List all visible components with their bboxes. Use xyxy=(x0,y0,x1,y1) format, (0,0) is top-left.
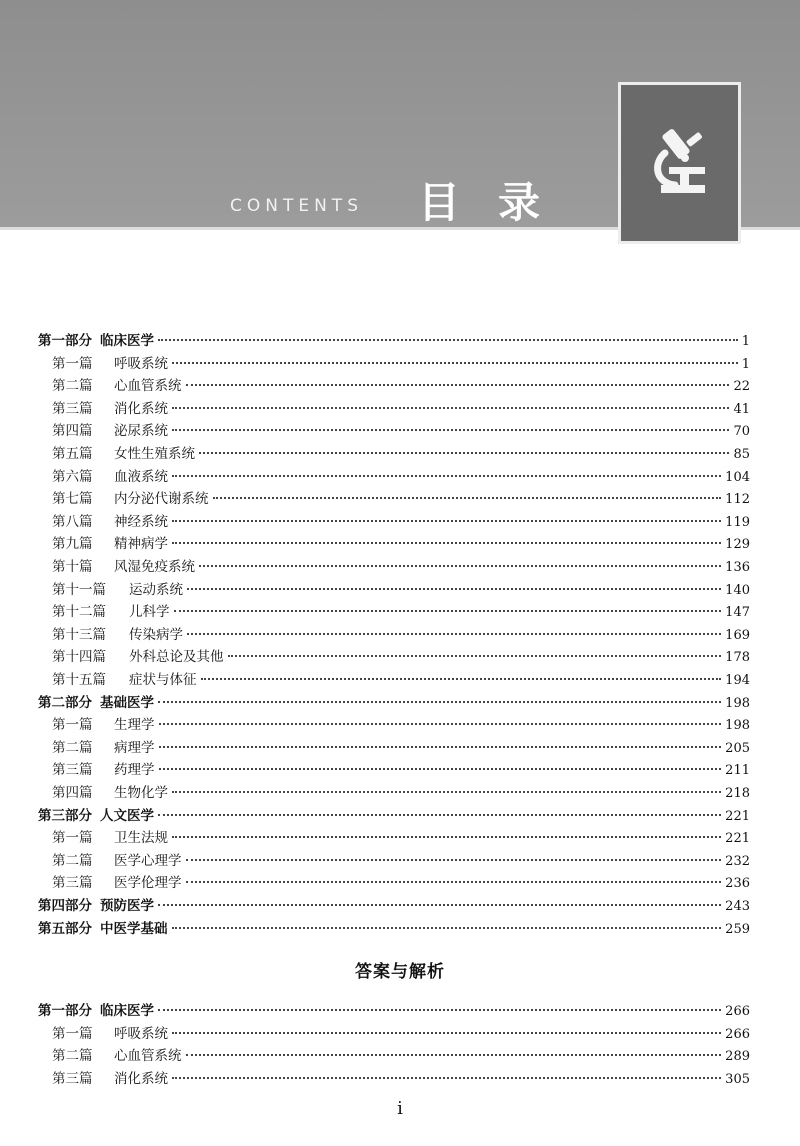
toc-entry-title: 消化系统 xyxy=(114,400,168,417)
toc-entry-number: 第二篇 xyxy=(52,852,93,869)
toc-entry-title: 基础医学 xyxy=(100,694,154,711)
toc-entry-number: 第三部分 xyxy=(38,807,92,824)
toc-entry-page: 136 xyxy=(725,560,750,575)
toc-entry-number: 第七篇 xyxy=(52,491,93,508)
dot-leader xyxy=(228,655,722,657)
toc-entry-number: 第三篇 xyxy=(52,762,93,779)
toc-entry-title: 症状与体征 xyxy=(129,672,197,688)
toc-entry-page: 169 xyxy=(725,627,750,643)
toc-entry-label xyxy=(52,669,197,691)
toc-entry-number: 第一部分 xyxy=(38,1003,92,1019)
toc-entry-label xyxy=(38,895,154,917)
toc-chapter-entry[interactable] xyxy=(52,556,750,578)
toc-part-entry[interactable] xyxy=(38,692,750,714)
toc-chapter-entry[interactable] xyxy=(52,533,750,555)
toc-entry-label xyxy=(38,805,154,827)
dot-leader xyxy=(172,542,721,544)
dot-leader xyxy=(172,791,721,793)
toc-entry-title: 泌尿系统 xyxy=(114,423,168,440)
toc-chapter-entry[interactable] xyxy=(52,782,750,804)
toc-part-entry[interactable] xyxy=(38,1000,750,1022)
toc-entry-page: 194 xyxy=(725,673,750,688)
toc-entry-label xyxy=(52,353,168,375)
toc-entry-page: 85 xyxy=(733,447,750,462)
toc-entry-number: 第四篇 xyxy=(52,785,93,801)
toc-chapter-entry[interactable] xyxy=(52,488,750,510)
toc-entry-page: 205 xyxy=(725,740,750,756)
dot-leader xyxy=(172,836,721,838)
toc-entry-label xyxy=(52,737,155,759)
toc-chapter-entry[interactable] xyxy=(52,1023,750,1045)
dot-leader xyxy=(187,633,721,635)
dot-leader xyxy=(159,768,722,770)
toc-entry-page: 1 xyxy=(741,356,750,372)
toc-entry-title: 内分泌代谢系统 xyxy=(114,491,209,508)
toc-entry-title: 神经系统 xyxy=(114,513,168,530)
toc-entry-title: 心血管系统 xyxy=(114,378,182,395)
toc-entry-title: 儿科学 xyxy=(129,604,170,621)
microscope-badge xyxy=(618,82,741,244)
toc-entry-page: 218 xyxy=(725,786,750,801)
toc-entry-label xyxy=(52,646,224,668)
dot-leader xyxy=(172,429,729,431)
toc-entry-label xyxy=(52,601,170,623)
toc-entry-title: 人文医学 xyxy=(100,807,154,824)
toc-chapter-entry[interactable] xyxy=(52,420,750,442)
toc-entry-title: 外科总论及其他 xyxy=(129,649,224,666)
toc-entry-page: 289 xyxy=(725,1049,750,1065)
dot-leader xyxy=(199,565,721,567)
toc-entry-title: 生理学 xyxy=(114,717,155,734)
answers-section-title: 答案与解析 xyxy=(355,962,445,982)
toc-chapter-entry[interactable] xyxy=(52,827,750,849)
toc-entry-number: 第十四篇 xyxy=(52,649,106,666)
toc-entry-page: 1 xyxy=(741,334,750,349)
toc-chapter-entry[interactable] xyxy=(52,714,750,736)
toc-entry-label xyxy=(52,375,182,397)
toc-entry-label xyxy=(52,533,168,555)
toc-entry-page: 266 xyxy=(725,1026,750,1042)
toc-entry-page: 221 xyxy=(725,808,750,824)
toc-entry-title: 中医学基础 xyxy=(100,920,168,937)
dot-leader xyxy=(186,881,722,883)
toc-entry-page: 198 xyxy=(725,695,750,711)
dot-leader xyxy=(186,1054,722,1056)
toc-entry-number: 第二篇 xyxy=(52,739,93,756)
toc-entry-page: 140 xyxy=(725,582,750,598)
dot-leader xyxy=(172,1077,721,1079)
toc-entry-number: 第四篇 xyxy=(52,423,93,440)
contents-label: CONTENTS xyxy=(230,196,363,216)
toc-entry-label xyxy=(52,443,195,465)
toc-entry-page: 236 xyxy=(725,876,750,892)
toc-entry-page: 211 xyxy=(725,763,750,779)
toc-entry-page: 129 xyxy=(725,537,750,553)
toc-entry-title: 运动系统 xyxy=(129,581,183,598)
toc-entry-number: 第一篇 xyxy=(52,717,93,734)
toc-entry-page: 119 xyxy=(725,514,750,530)
toc-entry-number: 第五篇 xyxy=(52,446,93,462)
toc-entry-label xyxy=(52,759,155,781)
dot-leader xyxy=(158,1009,721,1011)
toc-entry-label xyxy=(38,330,154,352)
toc-entry-label xyxy=(52,782,168,804)
toc-entry-number: 第六篇 xyxy=(52,468,93,485)
toc-entry-page: 259 xyxy=(725,921,750,937)
toc-chapter-entry[interactable] xyxy=(52,375,750,397)
toc-entry-title: 血液系统 xyxy=(114,468,168,485)
toc-entry-number: 第一篇 xyxy=(52,1025,93,1042)
toc-entry-page: 104 xyxy=(725,469,750,485)
toc-entry-title: 医学心理学 xyxy=(114,852,182,869)
toc-entry-title: 病理学 xyxy=(114,739,155,756)
page-number: i xyxy=(397,1098,403,1119)
toc-entry-number: 第四部分 xyxy=(38,898,92,914)
toc-entry-label xyxy=(52,488,209,510)
dot-leader xyxy=(158,339,738,341)
toc-entry-page: 178 xyxy=(725,650,750,666)
toc-entry-number: 第一篇 xyxy=(52,830,93,847)
toc-entry-number: 第一篇 xyxy=(52,355,93,372)
toc-entry-label xyxy=(52,1045,182,1067)
toc-entry-label xyxy=(38,1000,154,1022)
dot-leader xyxy=(172,475,721,477)
toc-entry-page: 147 xyxy=(725,605,750,621)
dot-leader xyxy=(159,723,722,725)
dot-leader xyxy=(199,452,729,454)
toc-part-entry[interactable] xyxy=(38,918,750,940)
toc-chapter-entry[interactable] xyxy=(52,850,750,872)
toc-entry-number: 第十一篇 xyxy=(52,581,106,598)
toc-entry-number: 第二篇 xyxy=(52,378,93,395)
toc-chapter-entry[interactable] xyxy=(52,511,750,533)
dot-leader xyxy=(172,407,729,409)
toc-chapter-entry[interactable] xyxy=(52,669,750,691)
toc-entry-title: 风湿免疫系统 xyxy=(114,559,195,575)
toc-entry-title: 精神病学 xyxy=(114,536,168,553)
dot-leader xyxy=(159,746,722,748)
toc-part-entry[interactable] xyxy=(38,805,750,827)
dot-leader xyxy=(187,588,721,590)
dot-leader xyxy=(158,701,721,703)
toc-entry-title: 消化系统 xyxy=(114,1070,168,1087)
toc-entry-number: 第二部分 xyxy=(38,694,92,711)
toc-entry-title: 预防医学 xyxy=(100,898,154,914)
toc-chapter-entry[interactable] xyxy=(52,601,750,623)
toc-entry-label xyxy=(52,850,182,872)
toc-entry-number: 第五部分 xyxy=(38,920,92,937)
dot-leader xyxy=(186,859,722,861)
toc-entry-title: 女性生殖系统 xyxy=(114,446,195,462)
toc-entry-page: 41 xyxy=(733,401,750,417)
dot-leader xyxy=(213,497,722,499)
toc-chapter-entry[interactable] xyxy=(52,353,750,375)
toc-entry-title: 呼吸系统 xyxy=(114,355,168,372)
toc-entry-page: 266 xyxy=(725,1004,750,1019)
toc-chapter-entry[interactable] xyxy=(52,398,750,420)
toc-entry-title: 生物化学 xyxy=(114,785,168,801)
toc-entry-page: 305 xyxy=(725,1071,750,1087)
toc-entry-page: 221 xyxy=(725,831,750,847)
toc-entry-number: 第十二篇 xyxy=(52,604,106,621)
toc-entry-number: 第十篇 xyxy=(52,559,93,575)
toc-entry-number: 第一部分 xyxy=(38,333,92,349)
toc-part-entry[interactable] xyxy=(38,895,750,917)
toc-chapter-entry[interactable] xyxy=(52,443,750,465)
toc-entry-label xyxy=(52,398,168,420)
dot-leader xyxy=(172,362,738,364)
toc-entry-title: 药理学 xyxy=(114,762,155,779)
toc-entry-title: 呼吸系统 xyxy=(114,1025,168,1042)
toc-chapter-entry[interactable] xyxy=(52,1045,750,1067)
toc-entry-label xyxy=(52,420,168,442)
toc-chapter-entry[interactable] xyxy=(52,1068,750,1090)
toc-chapter-entry[interactable] xyxy=(52,466,750,488)
toc-entry-title: 医学伦理学 xyxy=(114,875,182,892)
toc-entry-label xyxy=(52,1023,168,1045)
toc-entry-title: 临床医学 xyxy=(100,1003,154,1019)
toc-entry-label xyxy=(52,624,183,646)
toc-entry-title: 临床医学 xyxy=(100,333,154,349)
dot-leader xyxy=(201,678,722,680)
toc-entry-page: 22 xyxy=(733,379,750,395)
dot-leader xyxy=(172,1032,721,1034)
toc-entry-label xyxy=(52,1068,168,1090)
toc-entry-title: 心血管系统 xyxy=(114,1048,182,1065)
dot-leader xyxy=(158,814,721,816)
toc-entry-number: 第三篇 xyxy=(52,400,93,417)
toc-entry-label xyxy=(52,466,168,488)
page-title: 目录 xyxy=(418,178,579,227)
toc-entry-title: 传染病学 xyxy=(129,626,183,643)
toc-entry-title: 卫生法规 xyxy=(114,830,168,847)
toc-entry-label xyxy=(52,556,195,578)
toc-entry-number: 第八篇 xyxy=(52,513,93,530)
toc-entry-number: 第三篇 xyxy=(52,875,93,892)
toc-chapter-entry[interactable] xyxy=(52,579,750,601)
toc-entry-page: 70 xyxy=(733,424,750,440)
dot-leader xyxy=(186,384,730,386)
toc-entry-label xyxy=(52,579,183,601)
dot-leader xyxy=(172,927,722,929)
toc-entry-label xyxy=(52,827,168,849)
toc-entry-page: 232 xyxy=(725,853,750,869)
toc-entry-number: 第九篇 xyxy=(52,536,93,553)
toc-chapter-entry[interactable] xyxy=(52,759,750,781)
toc-chapter-entry[interactable] xyxy=(52,646,750,668)
toc-entry-page: 198 xyxy=(725,718,750,734)
toc-entry-label xyxy=(38,918,168,940)
toc-entry-number: 第二篇 xyxy=(52,1048,93,1065)
toc-entry-label xyxy=(52,511,168,533)
toc-entry-page: 112 xyxy=(725,492,750,508)
toc-entry-label xyxy=(38,692,154,714)
toc-entry-number: 第三篇 xyxy=(52,1070,93,1087)
toc-entry-page: 243 xyxy=(725,899,750,914)
toc-entry-number: 第十三篇 xyxy=(52,626,106,643)
toc-chapter-entry[interactable] xyxy=(52,624,750,646)
toc-part-entry[interactable] xyxy=(38,330,750,352)
toc-entry-label xyxy=(52,872,182,894)
toc-chapter-entry[interactable] xyxy=(52,737,750,759)
toc-entry-number: 第十五篇 xyxy=(52,672,106,688)
toc-entry-label xyxy=(52,714,155,736)
microscope-icon xyxy=(649,127,711,197)
dot-leader xyxy=(174,610,722,612)
dot-leader xyxy=(158,904,721,906)
toc-chapter-entry[interactable] xyxy=(52,872,750,894)
dot-leader xyxy=(172,520,721,522)
